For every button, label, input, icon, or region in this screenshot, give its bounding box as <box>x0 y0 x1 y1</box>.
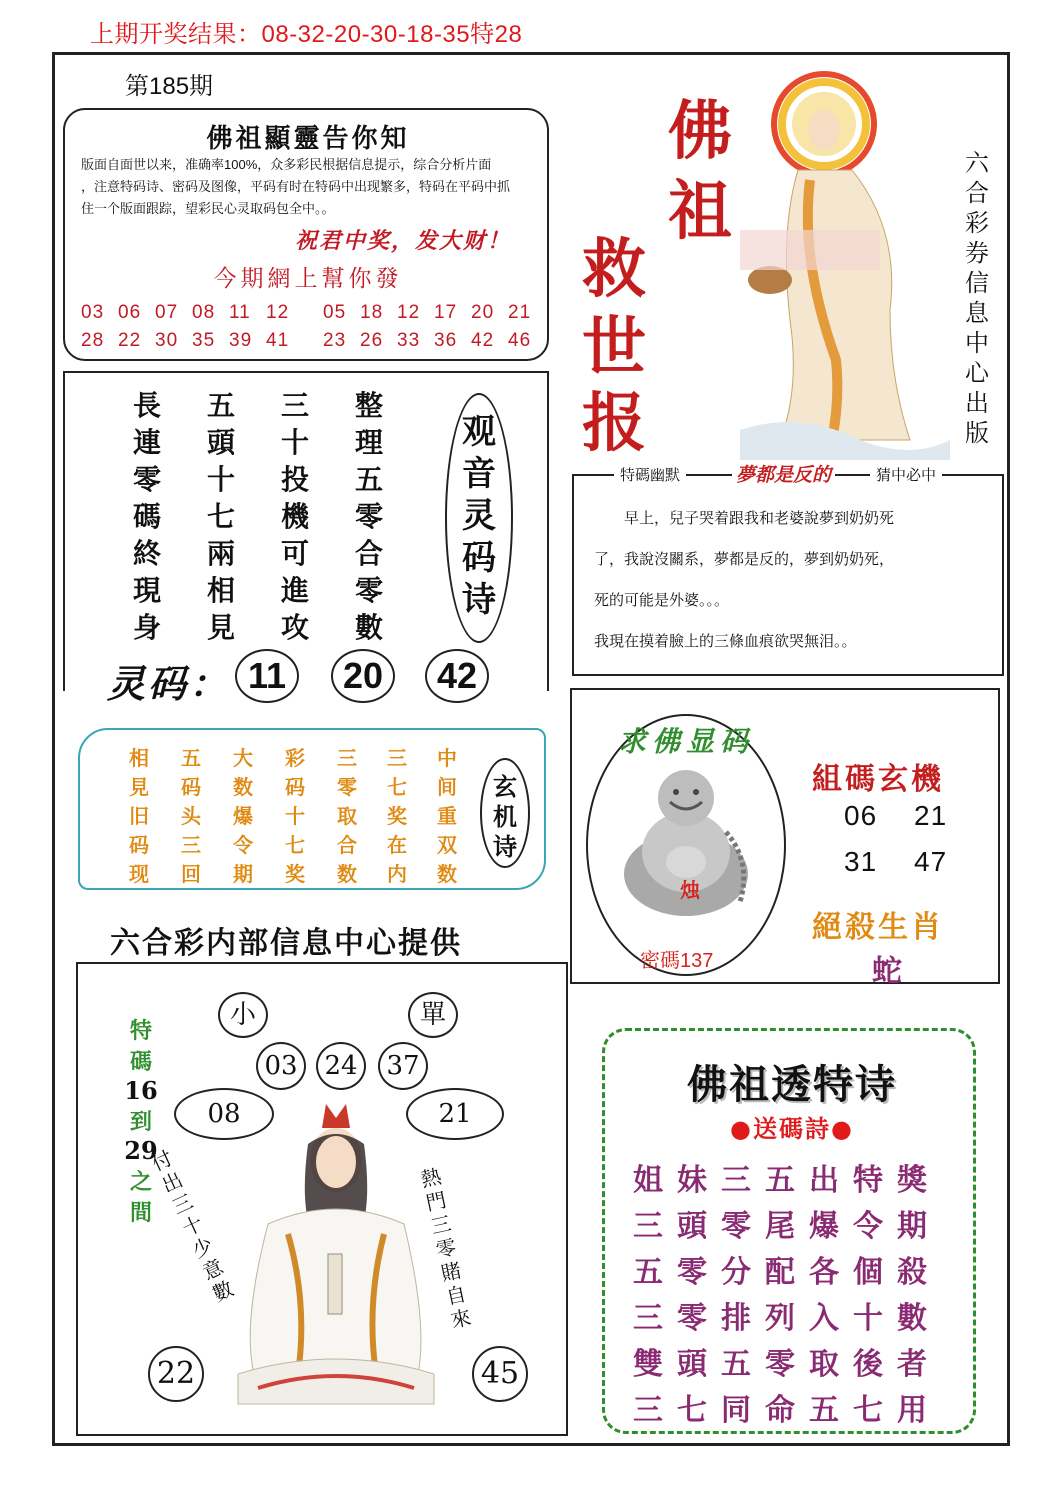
poem-char: 機 <box>280 500 309 533</box>
notice-body <box>81 154 537 220</box>
number: 26 <box>360 330 384 351</box>
poem-char: 合 <box>354 537 383 570</box>
poem-column <box>201 387 241 646</box>
number-row <box>323 302 545 324</box>
number-row <box>323 330 545 352</box>
scroll-char: 头 <box>181 804 201 828</box>
tema-char: 到 <box>129 1109 152 1135</box>
number: 36 <box>434 330 458 351</box>
scroll-char: 彩 <box>285 746 305 770</box>
last-result: 上期开奖结果：08-32-20-30-18-35特28 <box>90 21 523 48</box>
notice-box <box>63 108 549 361</box>
combo-number: 06 <box>844 800 878 831</box>
side-char: 合 <box>965 179 989 207</box>
scroll-column <box>280 744 310 889</box>
scroll-char: 旧 <box>129 804 149 828</box>
xuanji-scroll <box>78 728 546 890</box>
top-number: 03 <box>256 1042 306 1090</box>
title-char: 观 <box>462 412 496 452</box>
masthead-char: 佛 <box>668 94 732 169</box>
publisher-vertical <box>962 148 992 448</box>
fozu-row: 三零排列入十數 <box>633 1301 941 1336</box>
provider-line: 六合彩内部信息中心提供 <box>110 926 462 961</box>
tema-from: 16 <box>124 1076 158 1105</box>
lingma-number: 20 <box>331 649 395 703</box>
bubble-small: 小 <box>218 992 268 1038</box>
number: 17 <box>434 302 458 323</box>
scroll-char: 五 <box>181 746 201 770</box>
right-number: 21 <box>406 1088 504 1140</box>
side-char: 版 <box>965 419 989 447</box>
number: 12 <box>266 302 290 323</box>
title-char: 机 <box>493 802 517 831</box>
number: 11 <box>229 302 251 323</box>
notice-subtitle: 今期網上幫你發 <box>213 266 403 292</box>
side-char: 出 <box>965 389 989 417</box>
scroll-char: 七 <box>285 833 305 857</box>
bottom-left-number: 22 <box>148 1346 204 1402</box>
scroll-char: 数 <box>233 775 253 799</box>
title-char: 码 <box>462 538 496 578</box>
fozu-row: 三七同命五七用 <box>633 1393 941 1428</box>
scroll-char: 码 <box>285 775 305 799</box>
masthead-char: 祖 <box>668 174 732 249</box>
joke-line: 了，我說沒關系，夢都是反的，夢到奶奶死， <box>594 550 895 568</box>
title-char: 玄 <box>493 772 517 801</box>
tema-char: 間 <box>129 1200 152 1226</box>
poem-char: 十 <box>280 426 309 459</box>
poem-column <box>349 387 389 646</box>
fozu-row: 三頭零尾爆令期 <box>633 1209 941 1244</box>
poem-char: 相 <box>206 574 235 607</box>
poem-char: 終 <box>132 537 161 570</box>
poem-char: 整 <box>354 389 383 422</box>
scroll-char: 中 <box>437 746 457 770</box>
combo-number: 47 <box>914 846 948 877</box>
joke-body <box>594 498 994 662</box>
buddha-oval <box>586 714 786 976</box>
scroll-char: 令 <box>233 833 253 857</box>
fozu-row: 雙頭五零取後者 <box>633 1347 941 1382</box>
poem-char: 兩 <box>206 537 235 570</box>
scroll-column <box>382 744 412 889</box>
title-char: 诗 <box>462 580 496 620</box>
scroll-char: 内 <box>387 862 407 886</box>
number: 20 <box>471 302 495 323</box>
poem-char: 身 <box>132 611 161 644</box>
combo-title: 組碼玄機 <box>812 762 944 797</box>
tema-char: 碼 <box>129 1049 152 1075</box>
poem-char: 見 <box>206 611 235 644</box>
kill-value: 蛇 <box>872 954 902 989</box>
scroll-char: 现 <box>129 862 149 886</box>
scroll-char: 三 <box>387 746 407 770</box>
number-row <box>81 302 303 324</box>
scroll-char: 码 <box>181 775 201 799</box>
kill-title: 絕殺生肖 <box>812 910 944 945</box>
scroll-char: 見 <box>129 775 149 799</box>
side-char: 券 <box>965 239 989 267</box>
lingma-number: 11 <box>235 649 299 703</box>
masthead-char: 世 <box>582 310 646 385</box>
fozu-row: 五零分配各個殺 <box>633 1255 941 1290</box>
poem-char: 進 <box>280 574 309 607</box>
left-verse: 付出三十少意數 <box>148 1145 238 1307</box>
right-verse: 熱門三零賭自來 <box>418 1164 474 1333</box>
title-char: 音 <box>462 454 496 494</box>
lingma-number: 42 <box>425 649 489 703</box>
poem-char: 投 <box>280 463 309 496</box>
scroll-char: 数 <box>337 862 357 886</box>
tema-char: 之 <box>129 1169 152 1195</box>
poem-char: 連 <box>132 426 161 459</box>
number: 06 <box>118 302 142 323</box>
poem-char: 零 <box>354 500 383 533</box>
poem-char: 頭 <box>206 426 235 459</box>
tema-range <box>118 1014 164 1227</box>
scroll-char: 双 <box>437 833 457 857</box>
scroll-column <box>228 744 258 889</box>
number: 23 <box>323 330 347 351</box>
side-char: 信 <box>965 269 989 297</box>
joke-box <box>572 464 1004 676</box>
joke-line: 我現在摸着臉上的三條血痕欲哭無泪。。 <box>594 632 857 650</box>
poem-char: 數 <box>354 611 383 644</box>
poem-char: 零 <box>354 574 383 607</box>
poem-column <box>127 387 167 646</box>
number: 21 <box>508 302 532 323</box>
joke-label: 特碼幽默 <box>614 464 686 485</box>
fozu-subtitle: ●送碼詩● <box>730 1114 854 1143</box>
lingma-label: 灵码： <box>107 661 231 706</box>
scroll-char: 在 <box>387 833 407 857</box>
notice-line: ，注意特码诗、密码及图像，平码有时在特码中出现繁多，特码在平码中抓 <box>81 179 511 194</box>
bubble-odd: 單 <box>408 992 458 1038</box>
poem-char: 五 <box>206 389 235 422</box>
poem-char: 可 <box>280 537 309 570</box>
number: 08 <box>192 302 216 323</box>
title-char: 灵 <box>462 496 496 536</box>
scroll-char: 七 <box>387 775 407 799</box>
scroll-column <box>432 744 462 889</box>
poem-box <box>63 371 549 706</box>
number-row <box>81 330 303 352</box>
top-number: 24 <box>316 1042 366 1090</box>
guanyin-seated-illustration <box>228 1104 448 1424</box>
side-char: 六 <box>965 149 989 177</box>
poem-char: 七 <box>206 500 235 533</box>
tema-to: 29 <box>124 1136 158 1165</box>
side-char: 心 <box>965 359 989 387</box>
number: 28 <box>81 330 105 351</box>
notice-line: 住一个版面跟踪，望彩民心灵取码包全中。。 <box>81 201 335 216</box>
joke-label: 猜中必中 <box>870 464 942 485</box>
fozu-poem-box <box>602 1028 976 1434</box>
joke-line: 死的可能是外婆。。。 <box>594 591 730 609</box>
joke-line: 早上，兒子哭着跟我和老婆說夢到奶奶死 <box>624 509 895 527</box>
arc-title: 求佛显码 <box>618 725 755 758</box>
scroll-char: 期 <box>233 862 253 886</box>
number: 42 <box>471 330 495 351</box>
poem-char: 三 <box>280 389 309 422</box>
number: 03 <box>81 302 105 323</box>
number: 30 <box>155 330 179 351</box>
masthead-char: 救 <box>582 232 646 307</box>
scroll-column <box>124 744 154 889</box>
secret-code: 密碼137 <box>640 950 714 972</box>
left-number: 08 <box>174 1088 274 1140</box>
poem-char: 五 <box>354 463 383 496</box>
poem-char: 攻 <box>280 611 309 644</box>
combo-number: 31 <box>844 846 878 877</box>
side-char: 中 <box>965 329 989 357</box>
poem-column <box>275 387 315 646</box>
scroll-char: 码 <box>129 833 149 857</box>
number: 05 <box>323 302 347 323</box>
number: 41 <box>266 330 290 351</box>
notice-line: 版面自面世以来，准确率100%，众多彩民根据信息提示，综合分析片面 <box>81 157 492 172</box>
scroll-char: 大 <box>233 746 253 770</box>
poem-char: 十 <box>206 463 235 496</box>
notice-slogan: 祝君中奖，发大财！ <box>295 228 512 254</box>
tema-char: 特 <box>129 1018 152 1044</box>
scroll-char: 数 <box>437 862 457 886</box>
guanyin-box <box>76 962 568 1436</box>
scroll-char: 合 <box>337 833 357 857</box>
scroll-char: 奖 <box>285 862 305 886</box>
guanyin-standing-illustration <box>740 60 950 460</box>
guanyin-poem-title <box>445 393 513 643</box>
fozu-row: 姐妹三五出特獎 <box>633 1163 941 1198</box>
buddha-char: 烛 <box>680 878 700 902</box>
top-number: 37 <box>378 1042 428 1090</box>
number: 07 <box>155 302 179 323</box>
scroll-char: 取 <box>337 804 357 828</box>
scroll-char: 十 <box>285 804 305 828</box>
title-char: 诗 <box>493 832 517 861</box>
number: 39 <box>229 330 253 351</box>
xuanji-title <box>480 758 530 868</box>
issue-number: 第185期 <box>125 73 214 100</box>
scroll-char: 零 <box>337 775 357 799</box>
poem-char: 現 <box>132 574 161 607</box>
scroll-char: 三 <box>181 833 201 857</box>
buddha-box <box>570 688 1000 989</box>
notice-title: 佛祖顯靈告你知 <box>206 124 410 154</box>
poem-char: 長 <box>132 389 161 422</box>
scroll-char: 三 <box>337 746 357 770</box>
number: 33 <box>397 330 421 351</box>
joke-headline: 夢都是反的 <box>732 460 835 487</box>
scroll-char: 重 <box>437 804 457 828</box>
scroll-char: 间 <box>437 775 457 799</box>
number: 12 <box>397 302 421 323</box>
scroll-column <box>332 744 362 889</box>
side-char: 彩 <box>965 209 989 237</box>
number: 46 <box>508 330 532 351</box>
combo-number: 21 <box>914 800 948 831</box>
poem-char: 碼 <box>132 500 161 533</box>
scroll-char: 回 <box>181 862 201 886</box>
number: 18 <box>360 302 384 323</box>
scroll-column <box>176 744 206 889</box>
number: 35 <box>192 330 216 351</box>
scroll-char: 相 <box>129 746 149 770</box>
masthead-char: 报 <box>582 386 646 461</box>
bottom-right-number: 45 <box>472 1346 528 1402</box>
number: 22 <box>118 330 142 351</box>
poem-char: 零 <box>132 463 161 496</box>
side-char: 息 <box>965 299 989 327</box>
fozu-title: 佛祖透特诗 <box>687 1061 897 1108</box>
poem-char: 理 <box>354 426 383 459</box>
scroll-char: 爆 <box>233 804 253 828</box>
scroll-char: 奖 <box>387 804 407 828</box>
